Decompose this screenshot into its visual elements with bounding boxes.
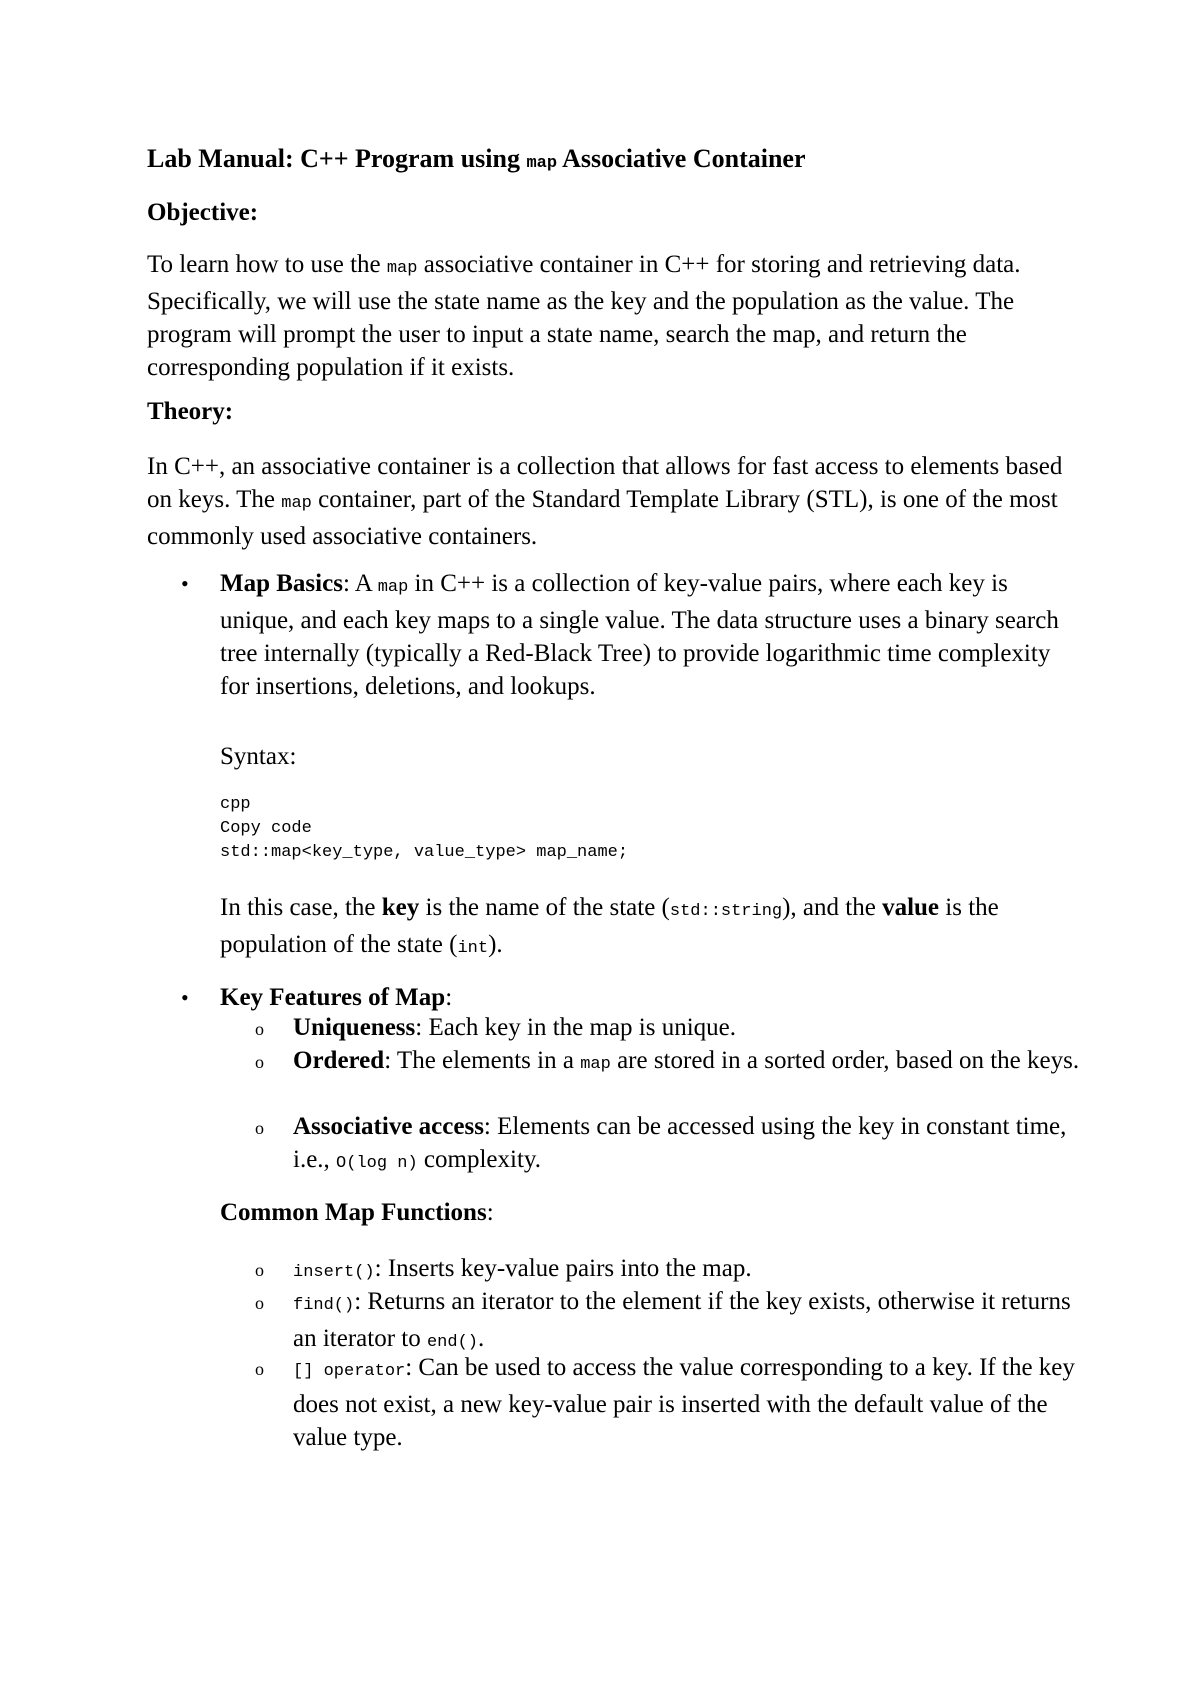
map-basics-text <box>220 567 1080 703</box>
feature-text-2: complexity. <box>417 1146 542 1173</box>
feature-text-2: are stored in a sorted order, based on the keys. <box>610 1047 1080 1074</box>
feature-label: Uniqueness <box>293 1014 416 1041</box>
feature-text: : Each key in the map is unique. <box>415 1014 737 1041</box>
page-title <box>147 142 806 180</box>
function-code: find() <box>293 1296 355 1315</box>
sub-bullet-icon: o <box>255 1293 264 1313</box>
case-text-5: ). <box>488 931 503 958</box>
feature-uniqueness <box>293 1011 1083 1044</box>
function-insert <box>293 1252 1083 1289</box>
key-features-label: Key Features of Map <box>220 984 446 1011</box>
case-code-string: std::string <box>669 902 783 921</box>
case-code-int: int <box>457 939 489 958</box>
case-bold-key: key <box>381 894 420 921</box>
feature-text-1: : The elements in a <box>384 1047 581 1074</box>
function-text-2: . <box>478 1325 485 1352</box>
objective-code: map <box>386 259 418 278</box>
sub-bullet-icon: o <box>255 1019 264 1039</box>
case-text-2: is the name of the state ( <box>419 894 670 921</box>
objective-text-1: To learn how to use the <box>147 251 387 278</box>
title-text-2: Associative Container <box>557 144 806 173</box>
common-functions-heading <box>220 1196 1080 1229</box>
common-functions-colon: : <box>486 1199 494 1226</box>
objective-text-2: associative container in C++ for storing and retrieving data. Specifically, we will use the state name as the key and the population as the value. The program will prompt the user to input a state name, search the map, and return the corresponding population if it exists. <box>147 251 1021 381</box>
case-text-4: is the population of the state ( <box>220 894 999 958</box>
function-code: insert() <box>293 1263 375 1282</box>
sub-bullet-icon: o <box>255 1260 264 1280</box>
syntax-code-block <box>220 793 628 865</box>
common-functions-label: Common Map Functions <box>220 1199 487 1226</box>
map-basics-text-1: : A <box>342 570 378 597</box>
theory-text-2: container, part of the Standard Template Library (STL), is one of the most commonly used associative containers. <box>147 486 1058 550</box>
case-bold-value: value <box>882 894 940 921</box>
sub-bullet-icon: o <box>255 1118 264 1138</box>
code-lang-label: cpp <box>220 795 251 814</box>
map-basics-code: map <box>377 578 409 597</box>
key-features-heading <box>220 981 1080 1014</box>
function-text: : Inserts key-value pairs into the map. <box>374 1255 752 1282</box>
feature-label: Associative access <box>293 1113 484 1140</box>
case-text-3: ), and the <box>782 894 883 921</box>
syntax-label: Syntax: <box>220 743 297 770</box>
key-features-colon: : <box>445 984 453 1011</box>
bullet-icon: • <box>181 985 189 1010</box>
sub-bullet-icon: o <box>255 1052 264 1072</box>
title-text-1: Lab Manual: C++ Program using <box>147 144 527 173</box>
theory-heading: Theory: <box>147 398 234 425</box>
objective-heading: Objective: <box>147 199 259 226</box>
copy-code-label: Copy code <box>220 819 312 838</box>
function-code: [] operator <box>293 1362 406 1381</box>
feature-label: Ordered <box>293 1047 385 1074</box>
case-text-1: In this case, the <box>220 894 382 921</box>
bullet-icon: • <box>181 571 189 596</box>
function-find <box>293 1285 1083 1359</box>
objective-paragraph <box>147 248 1072 384</box>
feature-ordered <box>293 1044 1083 1081</box>
function-text-1: : Returns an iterator to the element if the key exists, otherwise it returns an iterator to <box>293 1288 1071 1352</box>
feature-code: O(log n) <box>336 1154 418 1173</box>
function-code-2: end() <box>426 1333 478 1352</box>
sub-bullet-icon: o <box>255 1359 264 1379</box>
function-operator <box>293 1351 1083 1454</box>
map-basics-label: Map Basics <box>220 570 343 597</box>
theory-text-1: In C++, an associative container is a collection that allows for fast access to elements based on keys. The <box>147 453 1063 513</box>
feature-code: map <box>580 1055 611 1074</box>
theory-paragraph <box>147 450 1072 553</box>
function-text: : Can be used to access the value corresponding to a key. If the key does not exist, a new key-value pair is inserted with the default value of the value type. <box>293 1354 1075 1451</box>
map-basics-case-text <box>220 891 1080 965</box>
theory-code: map <box>281 494 312 513</box>
feature-associative-access <box>293 1110 1083 1180</box>
map-basics-text-2: in C++ is a collection of key-value pairs, where each key is unique, and each key maps to a single value. The data structure uses a binary search tree internally (typically a Red-Black Tree) to provide logarithmic time complexity for insertions, deletions, and lookups. <box>220 570 1059 700</box>
title-code: map <box>526 154 558 173</box>
code-line: std::map<key_type, value_type> map_name; <box>220 843 629 862</box>
feature-text-1: : Elements can be accessed using the key in constant time, i.e., <box>293 1113 1067 1173</box>
